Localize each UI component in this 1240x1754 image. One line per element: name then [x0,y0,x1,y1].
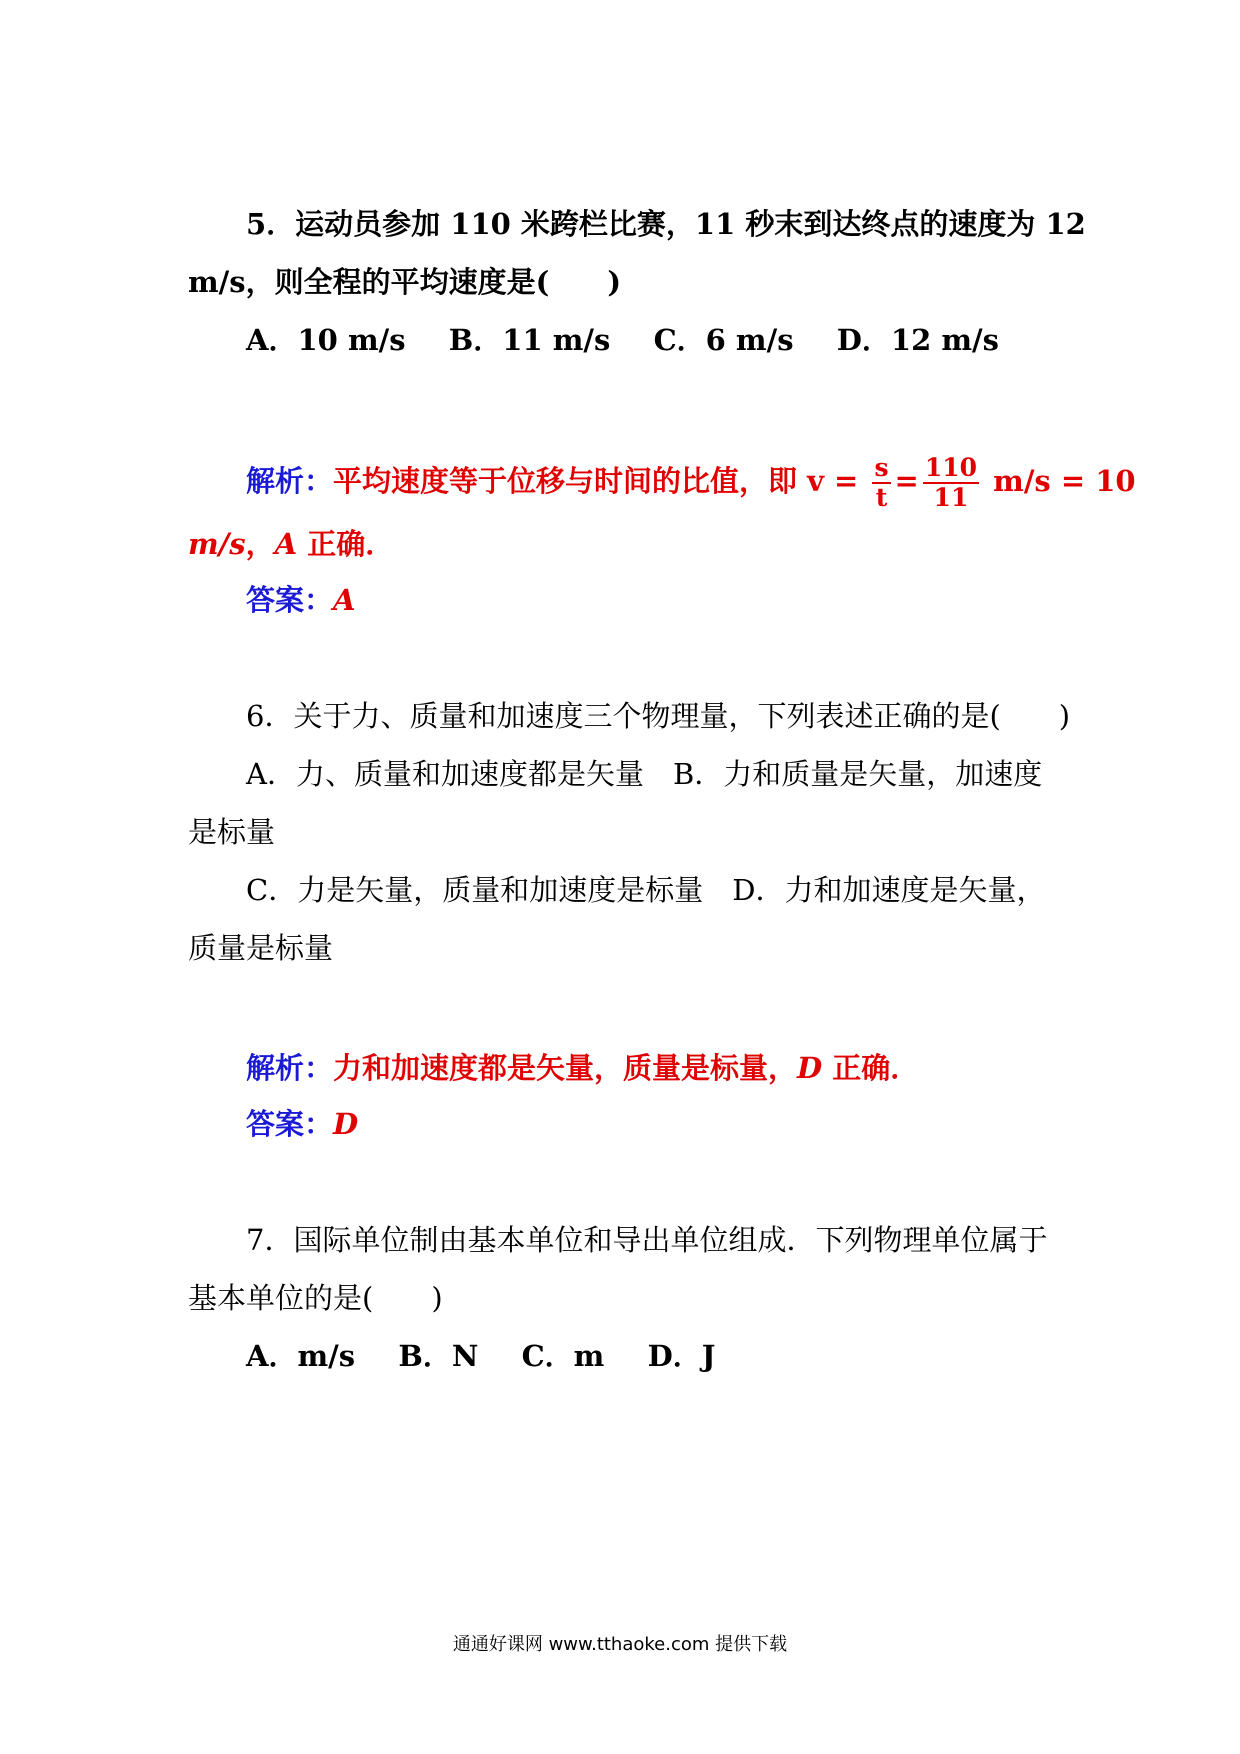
q5-analysis-tail: m/s = 10 [983,464,1136,498]
q6-answer-label: 答案： [246,1107,334,1141]
q6-analysis-text: 力和加速度都是矢量，质量是标量， [333,1051,798,1085]
q5-analysis-label: 解析： [246,464,334,498]
q5-options [0,320,1240,360]
q6-answer-value: D [333,1107,359,1141]
q5-option-b: B．11 m/s [448,323,611,357]
q5-analysis-line2 [0,524,1240,564]
q5-frac1-denominator: t [875,483,888,512]
q5-stem-line1: 5．运动员参加 110 米跨栏比赛，11 秒末到达终点的速度为 12 [246,207,1086,241]
q5-frac2-denominator: 11 [933,483,969,512]
q6-analysis-label: 解析： [246,1051,334,1085]
q6-options-ab: A．力、质量和加速度都是矢量 B．力和质量是矢量，加速度 [246,757,1043,791]
q5-option-a: A．10 m/s [246,323,406,357]
q5-analysis-text: 平均速度等于位移与时间的比值，即 v = [333,464,869,498]
q5-correct-text: 正确． [297,527,395,561]
q5-analysis [0,446,1240,516]
q6-stem: 6．关于力、质量和加速度三个物理量，下列表述正确的是( ) [246,699,1071,733]
q5-option-c: C．6 m/s [653,323,794,357]
q6-options-cd: C．力是矢量，质量和加速度是标量 D．力和加速度是矢量， [246,873,1046,907]
q5-option-d: D．12 m/s [836,323,999,357]
q5-answer-value: A [333,583,356,617]
q6-options-cd-cont: 质量是标量 [188,931,334,965]
q6-options-ab-cont: 是标量 [188,815,276,849]
q5-equals: = [894,464,919,498]
q7-option-b: B．N [398,1339,479,1373]
q7-stem-line2: 基本单位的是( ) [188,1281,443,1315]
q5-frac1-numerator: s [874,453,889,482]
q5-fraction-s-over-t [872,454,890,512]
q7-option-c: C．m [521,1339,605,1373]
q5-answer-label: 答案： [246,583,334,617]
page-footer: 通通好课网 www.tthaoke.com 提供下载 [452,1634,788,1655]
q5-fraction-110-over-11 [923,454,979,512]
q6-correct-letter: D [797,1051,823,1085]
q5-stem-line2: m/s，则全程的平均速度是( ) [188,265,622,299]
q5-frac2-numerator: 110 [924,453,978,482]
q7-options [0,1336,1240,1376]
q6-answer [0,1104,1240,1144]
q5-answer [0,580,1240,620]
q6-correct-text: 正确． [822,1051,920,1085]
q5-comma: ， [245,527,275,561]
q5-unit: m/s [188,527,246,561]
q5-correct-letter: A [274,527,298,561]
q7-option-d: D．J [647,1339,716,1373]
q7-option-a: A．m/s [246,1339,356,1373]
q7-stem-line1: 7．国际单位制由基本单位和导出单位组成．下列物理单位属于 [246,1223,1048,1257]
q6-analysis [0,1048,1240,1088]
